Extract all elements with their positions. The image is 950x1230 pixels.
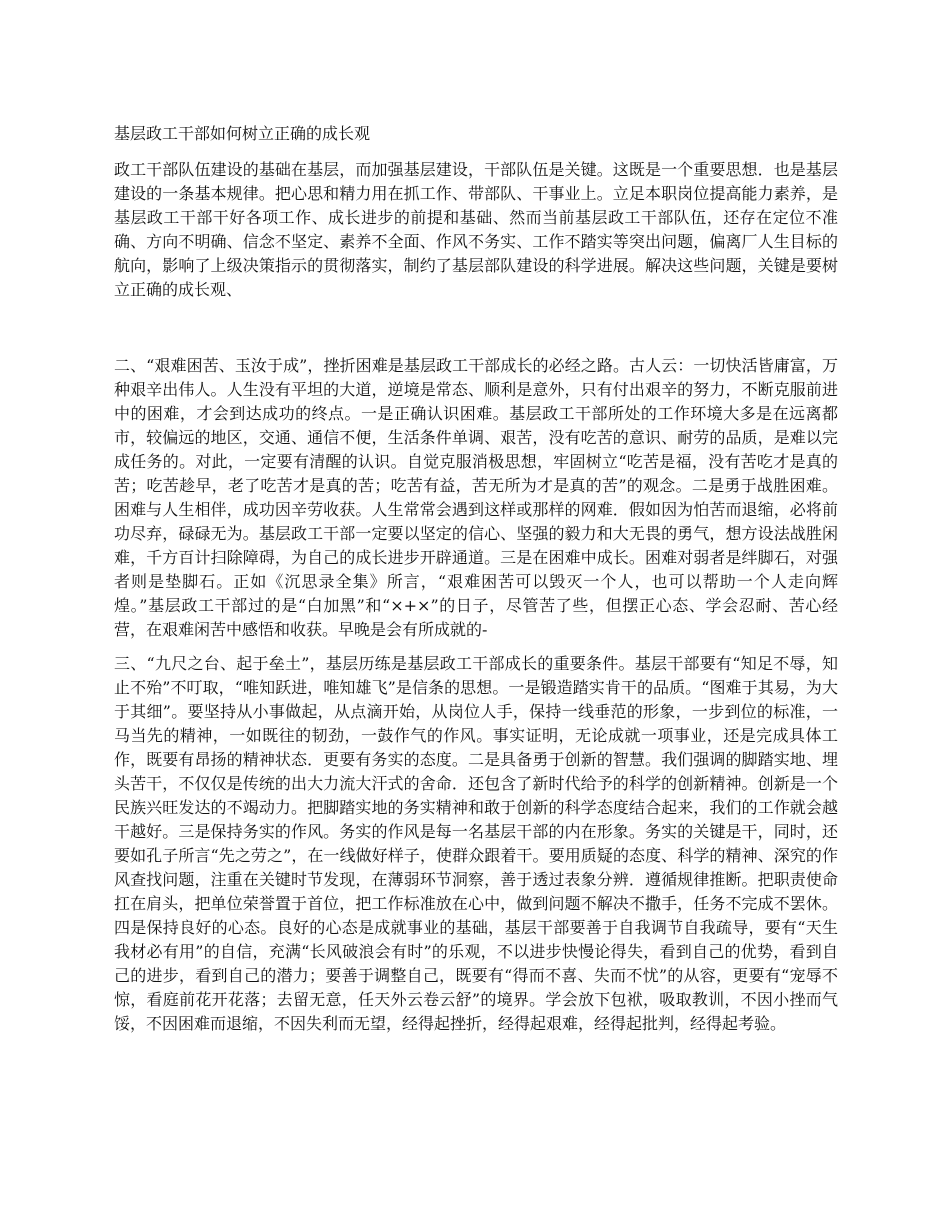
- document-title: 基层政工干部如何树立正确的成长观: [114, 124, 371, 143]
- paragraph-spacer: [114, 302, 838, 354]
- section-three-paragraph: 三、“九尺之台、起于垒土”，基层历练是基层政工干部成长的重要条件。基层干部要有“知足不辱，知止不殆”不叮取，“唯知跃进，唯知雄飞”是信条的思想。一是锻造踏实肯干的品质。“图难于其易，为大于其细”。要坚持从小事做起，从点滴开始，从岗位人手，保持一线垂范的形象，一步到位的标准，一马当先的精神，一如既往的韧劲，一鼓作气的作风。事实证明，无论成就一项事业，还是完成具体工作，既要有昂扬的精神状态．更要有务实的态度。二是具备勇于创新的智慧。我们强调的脚踏实地、埋头苦干，不仅仅是传统的出大力流大汗式的舍命．还包含了新时代给予的科学的创新精神。创新是一个民族兴旺发达的不竭动力。把脚踏实地的务实精神和敢于创新的科学态度结合起来，我们的工作就会越干越好。三是保持务实的作风。务实的作风是每一名基层干部的内在形象。务实的关键是干，同时，还要如孔子所言“先之劳之”，在一线做好样子，使群众跟着干。要用质疑的态度、科学的精神、深究的作风查找问题，注重在关键时节发现，在薄弱环节洞察，善于透过表象分辨．遵循规律推断。把职责使命扛在肩头，把单位荣誉置于首位，把工作标准放在心中，做到问题不解决不撒手，任务不完成不罢休。四是保持良好的心态。良好的心态是成就事业的基础，基层干部要善于自我调节自我疏导，要有“天生我材必有用”的自信，充满“长风破浪会有时”的乐观，不以进步快慢论得失，看到自己的优势，看到自己的进步，看到自己的潜力；要善于调整自己，既要有“得而不喜、失而不忧”的从容，更要有“宠辱不惊，看庭前花开花落；去留无意，任天外云卷云舒”的境界。学会放下包袱，吸取教训，不因小挫而气馁，不因困难而退缩，不因失利而无望，经得起挫折，经得起艰难，经得起批判，经得起考验。: [114, 654, 838, 1033]
- document-page: [114, 122, 838, 1036]
- intro-paragraph: 政工干部队伍建设的基础在基层，而加强基层建设，干部队伍是关键。这既是一个重要思想．也是基层建设的一条基本规律。把心思和精力用在抓工作、带部队、干事业上。立足本职岗位提高能力素养，是基层政工干部干好各项工作、成长进步的前提和基础、然而当前基层政工干部队伍，还存在定位不准确、方向不明确、信念不坚定、素养不全面、作风不务实、工作不踏实等突出问题，偏离厂人生目标的航向，影响了上级决策指示的贯彻落实，制约了基层部队建设的科学进展。解决这些问题，关键是要树立正确的成长观、: [114, 160, 838, 299]
- section-two-paragraph: 二、“艰难困苦、玉汝于成”，挫折困难是基层政工干部成长的必经之路。古人云：一切快活皆庸富，万种艰辛出伟人。人生没有平坦的大道，逆境是常态、顺利是意外，只有付出艰辛的努力，不断克服前进中的困难，才会到达成功的终点。一是正确认识困难。基层政工干部所处的工作环境大多是在远离都市，较偏远的地区，交通、通信不便，生活条件单调、艰苦，没有吃苦的意识、耐劳的品质，是难以完成任务的。对此，一定要有清醒的认识。自觉克服消极思想，牢固树立“吃苦是福，没有苦吃才是真的苦；吃苦趁早，老了吃苦才是真的苦；吃苦有益，苦无所为才是真的苦”的观念。二是勇于战胜困难。困难与人生相伴，成功因辛劳收获。人生常常会遇到这样或那样的网难．假如因为怕苦而退缩，必将前功尽弃，碌碌无为。基层政工干部一定要以坚定的信心、坚强的毅力和大无畏的勇气，想方设法战胜闲难，千方百计扫除障碍，为自己的成长进步开辟通道。三是在困难中成长。困难对弱者是绊脚石，对强者则是垫脚石。正如《沉思录全集》所言，“艰难困苦可以毁灭一个人，也可以帮助一个人走向辉煌。”基层政工干部过的是“白加黑”和“×+×”的日子，尽管苦了些，但摆正心态、学会忍耐、苦心经营，在艰难闲苦中感悟和收获。早晚是会有所成就的-: [114, 356, 838, 639]
- paragraph-spacer: [114, 642, 838, 652]
